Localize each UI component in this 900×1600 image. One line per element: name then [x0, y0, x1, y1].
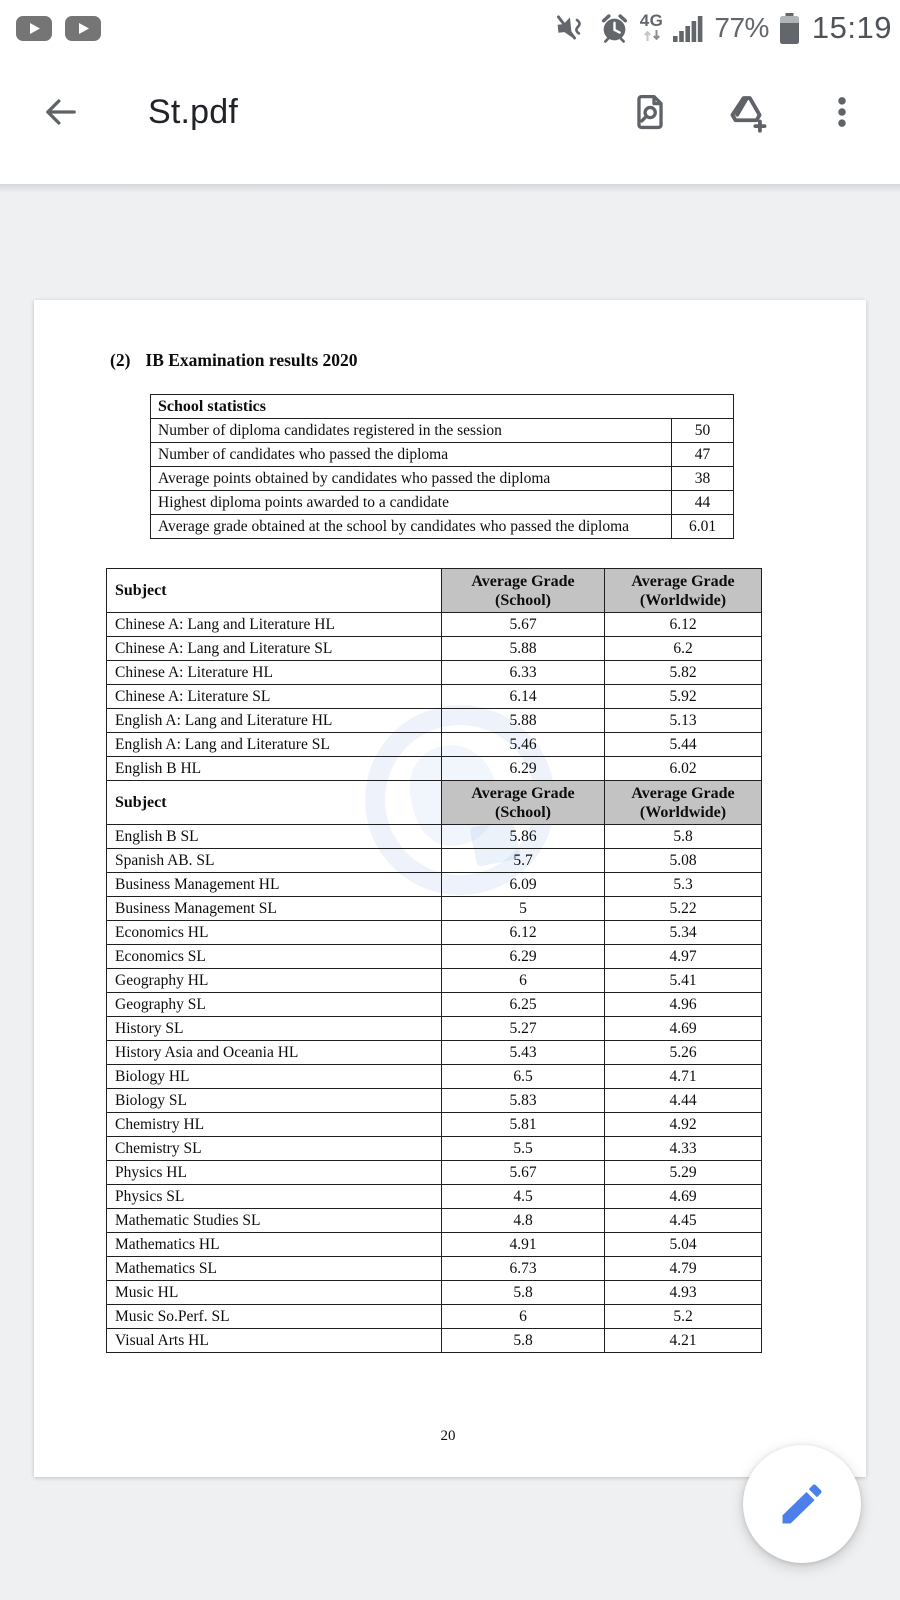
school-stats-tbody — [151, 395, 734, 539]
school-grade: 5.83 — [442, 1089, 605, 1113]
subject-row — [107, 945, 762, 969]
subject-row — [107, 825, 762, 849]
subject-name: Business Management SL — [107, 897, 442, 921]
subject-name: Mathematics HL — [107, 1233, 442, 1257]
worldwide-grade: 5.2 — [605, 1305, 762, 1329]
stats-row — [151, 443, 734, 467]
worldwide-grade: 4.69 — [605, 1185, 762, 1209]
worldwide-grade: 5.34 — [605, 921, 762, 945]
subject-name: Visual Arts HL — [107, 1329, 442, 1353]
subject-name: Music HL — [107, 1281, 442, 1305]
school-grade: 6.5 — [442, 1065, 605, 1089]
subject-name: Economics HL — [107, 921, 442, 945]
subject-row — [107, 849, 762, 873]
school-col-header: Average Grade (School) — [442, 781, 605, 825]
subject-row — [107, 897, 762, 921]
worldwide-grade: 4.71 — [605, 1065, 762, 1089]
school-grade: 6.25 — [442, 993, 605, 1017]
stats-row — [151, 515, 734, 539]
section-title: IB Examination results 2020 — [145, 350, 358, 370]
worldwide-grade: 5.29 — [605, 1161, 762, 1185]
subject-name: English A: Lang and Literature SL — [107, 733, 442, 757]
worldwide-grade: 4.45 — [605, 1209, 762, 1233]
stat-value: 6.01 — [672, 515, 734, 539]
school-grade: 5.8 — [442, 1281, 605, 1305]
subject-name: Chinese A: Literature HL — [107, 661, 442, 685]
school-grade: 5.88 — [442, 709, 605, 733]
edit-fab-button[interactable] — [743, 1445, 861, 1563]
subject-name: Geography HL — [107, 969, 442, 993]
subject-name: Physics SL — [107, 1185, 442, 1209]
school-grade: 5.46 — [442, 733, 605, 757]
stat-value: 44 — [672, 491, 734, 515]
worldwide-grade: 5.08 — [605, 849, 762, 873]
subject-name: Music So.Perf. SL — [107, 1305, 442, 1329]
find-in-document-button[interactable] — [628, 90, 672, 134]
stat-value: 47 — [672, 443, 734, 467]
subject-name: English B HL — [107, 757, 442, 781]
subject-tbody — [107, 569, 762, 1353]
subject-name: Biology SL — [107, 1089, 442, 1113]
subject-row — [107, 1209, 762, 1233]
youtube-notification-icon — [16, 16, 52, 41]
subject-row — [107, 993, 762, 1017]
mute-vibrate-icon — [555, 13, 589, 43]
school-grade: 5.7 — [442, 849, 605, 873]
stats-row — [151, 419, 734, 443]
subject-col-header: Subject — [107, 781, 442, 825]
school-grade: 4.91 — [442, 1233, 605, 1257]
worldwide-grade: 5.41 — [605, 969, 762, 993]
subject-name: Mathematic Studies SL — [107, 1209, 442, 1233]
worldwide-grade: 4.93 — [605, 1281, 762, 1305]
overflow-menu-button[interactable] — [820, 90, 864, 134]
subject-name: Mathematics SL — [107, 1257, 442, 1281]
subject-col-header: Subject — [107, 569, 442, 613]
subject-name: Chinese A: Lang and Literature SL — [107, 637, 442, 661]
subject-row — [107, 757, 762, 781]
edit-pencil-icon — [776, 1478, 828, 1530]
school-grade: 5.88 — [442, 637, 605, 661]
stat-label: Average points obtained by candidates who passed the diploma — [151, 467, 672, 491]
school-grade: 5.86 — [442, 825, 605, 849]
worldwide-grade: 6.02 — [605, 757, 762, 781]
worldwide-grade: 5.82 — [605, 661, 762, 685]
subject-name: English B SL — [107, 825, 442, 849]
school-statistics-table — [150, 394, 734, 539]
subject-row — [107, 1113, 762, 1137]
worldwide-grade: 5.26 — [605, 1041, 762, 1065]
worldwide-grade: 6.2 — [605, 637, 762, 661]
stat-label: Highest diploma points awarded to a candidate — [151, 491, 672, 515]
school-grade: 6.09 — [442, 873, 605, 897]
battery-icon — [779, 13, 800, 44]
alarm-icon — [599, 13, 630, 44]
stat-value: 38 — [672, 467, 734, 491]
worldwide-grade: 4.21 — [605, 1329, 762, 1353]
header-bar — [0, 0, 900, 185]
worldwide-grade: 4.44 — [605, 1089, 762, 1113]
school-col-header: Average Grade (School) — [442, 569, 605, 613]
worldwide-grade: 5.04 — [605, 1233, 762, 1257]
network-type-label: 4G — [639, 11, 664, 30]
school-grade: 5.81 — [442, 1113, 605, 1137]
stats-title-row — [151, 395, 734, 419]
subject-row — [107, 685, 762, 709]
stat-label: Number of candidates who passed the diploma — [151, 443, 672, 467]
school-grade: 6.33 — [442, 661, 605, 685]
subject-row — [107, 1089, 762, 1113]
stat-label: Number of diploma candidates registered in the session — [151, 419, 672, 443]
school-grade: 5.43 — [442, 1041, 605, 1065]
app-bar — [0, 72, 900, 152]
subject-row — [107, 1281, 762, 1305]
subject-row — [107, 1233, 762, 1257]
subject-row — [107, 613, 762, 637]
worldwide-col-header: Average Grade (Worldwide) — [605, 569, 762, 613]
page-number: 20 — [440, 1428, 456, 1444]
subject-row — [107, 1257, 762, 1281]
stats-table-title: School statistics — [151, 395, 734, 419]
school-grade: 6 — [442, 969, 605, 993]
worldwide-grade: 4.69 — [605, 1017, 762, 1041]
worldwide-grade: 5.44 — [605, 733, 762, 757]
school-grade: 5.8 — [442, 1329, 605, 1353]
subject-row — [107, 1041, 762, 1065]
subject-row — [107, 921, 762, 945]
subject-row — [107, 873, 762, 897]
header-shadow — [0, 185, 900, 193]
school-grade: 5.5 — [442, 1137, 605, 1161]
subject-row — [107, 1017, 762, 1041]
subject-name: History Asia and Oceania HL — [107, 1041, 442, 1065]
add-to-drive-icon — [724, 90, 768, 134]
subject-name: Biology HL — [107, 1065, 442, 1089]
subject-row — [107, 969, 762, 993]
subject-row — [107, 1161, 762, 1185]
worldwide-grade: 4.33 — [605, 1137, 762, 1161]
subject-row — [107, 661, 762, 685]
subject-name: English A: Lang and Literature HL — [107, 709, 442, 733]
worldwide-grade: 5.13 — [605, 709, 762, 733]
signal-strength-icon — [673, 15, 704, 42]
clock-label: 15:19 — [811, 10, 892, 45]
subject-name: History SL — [107, 1017, 442, 1041]
subject-name: Chemistry SL — [107, 1137, 442, 1161]
school-grade: 6.29 — [442, 757, 605, 781]
school-grade: 6.73 — [442, 1257, 605, 1281]
network-type-indicator — [640, 12, 664, 42]
subject-row — [107, 1185, 762, 1209]
worldwide-grade: 4.92 — [605, 1113, 762, 1137]
subject-header-row — [107, 569, 762, 613]
section-heading — [110, 350, 358, 371]
school-grade: 6.29 — [442, 945, 605, 969]
subject-name: Spanish AB. SL — [107, 849, 442, 873]
subject-row — [107, 1329, 762, 1353]
stats-row — [151, 467, 734, 491]
school-grade: 4.5 — [442, 1185, 605, 1209]
subject-name: Economics SL — [107, 945, 442, 969]
status-bar — [16, 5, 892, 51]
subject-name: Business Management HL — [107, 873, 442, 897]
subject-row — [107, 637, 762, 661]
subject-header-row — [107, 781, 762, 825]
school-grade: 5 — [442, 897, 605, 921]
worldwide-grade: 4.97 — [605, 945, 762, 969]
document-title: St.pdf — [148, 92, 239, 131]
school-grade: 6 — [442, 1305, 605, 1329]
notification-icons — [16, 16, 101, 41]
section-number: (2) — [110, 350, 131, 370]
overflow-menu-icon — [824, 94, 860, 130]
find-in-document-icon — [629, 91, 671, 133]
add-to-drive-button[interactable] — [724, 90, 768, 134]
stat-value: 50 — [672, 419, 734, 443]
school-grade: 5.27 — [442, 1017, 605, 1041]
subject-name: Physics HL — [107, 1161, 442, 1185]
subject-row — [107, 1065, 762, 1089]
subject-grades-table — [106, 568, 762, 1353]
worldwide-grade: 5.3 — [605, 873, 762, 897]
subject-row — [107, 1305, 762, 1329]
subject-name: Chemistry HL — [107, 1113, 442, 1137]
school-grade: 6.14 — [442, 685, 605, 709]
subject-row — [107, 733, 762, 757]
worldwide-grade: 5.22 — [605, 897, 762, 921]
subject-name: Geography SL — [107, 993, 442, 1017]
subject-name: Chinese A: Literature SL — [107, 685, 442, 709]
stats-row — [151, 491, 734, 515]
subject-row — [107, 709, 762, 733]
school-grade: 6.12 — [442, 921, 605, 945]
pdf-page — [34, 300, 866, 1477]
worldwide-grade: 4.79 — [605, 1257, 762, 1281]
back-button[interactable] — [38, 90, 82, 134]
worldwide-grade: 5.8 — [605, 825, 762, 849]
battery-percent-label: 77% — [714, 12, 769, 43]
stat-label: Average grade obtained at the school by candidates who passed the diploma — [151, 515, 672, 539]
subject-row — [107, 1137, 762, 1161]
back-arrow-icon — [40, 92, 80, 132]
worldwide-grade: 6.12 — [605, 613, 762, 637]
youtube-notification-icon — [65, 16, 101, 41]
subject-name: Chinese A: Lang and Literature HL — [107, 613, 442, 637]
school-grade: 4.8 — [442, 1209, 605, 1233]
worldwide-grade: 5.92 — [605, 685, 762, 709]
school-grade: 5.67 — [442, 613, 605, 637]
school-grade: 5.67 — [442, 1161, 605, 1185]
worldwide-col-header: Average Grade (Worldwide) — [605, 781, 762, 825]
data-activity-arrows-icon — [642, 29, 662, 42]
worldwide-grade: 4.96 — [605, 993, 762, 1017]
